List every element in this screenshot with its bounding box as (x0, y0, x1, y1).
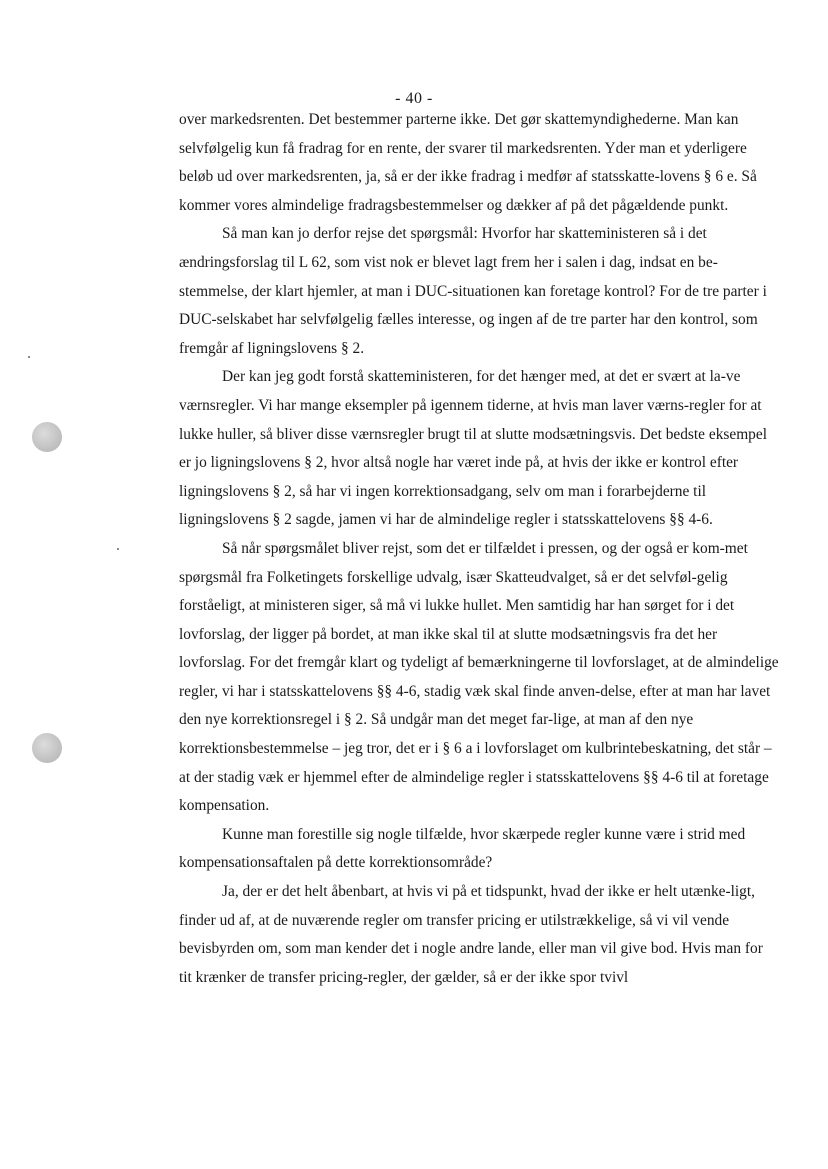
paragraph-2: Så man kan jo derfor rejse det spørgsmål: Hvorfor har skatteministeren så i det ændringsforslag til L 62, som vist nok er blevet lagt frem her i salen i dag, indsat en be-stemmelse, der klart hjemler, at man i DUC-situationen kan foretage kontrol? For de tre parter i DUC-selskabet har selvfølgelig fælles interesse, og ingen af de tre parter har den kontrol, som fremgår af ligningslovens § 2. (179, 225, 767, 357)
paragraph-4: Så når spørgsmålet bliver rejst, som det er tilfældet i pressen, og der også er kom-met spørgsmål fra Folketingets forskellige udvalg, især Skatteudvalget, så er det selvføl-gelig forståeligt, at ministeren siger, så må vi lukke hullet. Men samtidig har han sørget for i det lovforslag, der ligger på bordet, at man ikke skal til at slutte modsætningsvis fra det her lovforslag. For det fremgår klart og tydeligt af bemærkningerne til lovforslaget, at de almindelige regler, vi har i statsskattelovens §§ 4-6, stadig væk skal finde anven-delse, efter at man har lavet den nye korrektionsregel i § 2. Så undgår man det meget far-lige, at man af den nye korrektionsbestemmelse – jeg tror, det er i § 6 a i lovforslaget om kulbrintebeskatning, det står – at der stadig væk er hjemmel efter de almindelige regler i statsskattelovens §§ 4-6 til at foretage kompensation. (179, 539, 779, 815)
scan-speck (117, 548, 119, 550)
punch-hole-bottom (32, 733, 62, 763)
body-text (179, 106, 779, 992)
paragraph-1: over markedsrenten. Det bestemmer parterne ikke. Det gør skattemyndighederne. Man kan selvfølgelig kun få fradrag for en rente, der svarer til markedsrenten. Yder man et yderligere beløb ud over markedsrenten, ja, så er der ikke fradrag i medfør af statsskatte-lovens § 6 e. Så kommer vores almindelige fradragsbestemmelser og dækker af på det pågældende punkt. (179, 111, 757, 214)
punch-hole-top (32, 422, 62, 452)
paragraph-6: Ja, der er det helt åbenbart, at hvis vi på et tidspunkt, hvad der ikke er helt utænke-ligt, finder ud af, at de nuværende regler om transfer pricing er utilstrækkelige, så vi vil vende bevisbyrden om, som man kender det i nogle andre lande, eller man vil give bod. Hvis man for tit krænker de transfer pricing-regler, der gælder, så er der ikke spor tvivl (179, 883, 763, 986)
page-number: - 40 - (395, 90, 433, 107)
paragraph-5: Kunne man forestille sig nogle tilfælde, hvor skærpede regler kunne være i strid med kompensationsaftalen på dette korrektionsområde? (179, 825, 746, 872)
paragraph-3: Der kan jeg godt forstå skatteministeren, for det hænger med, at det er svært at la-ve værnsregler. Vi har mange eksempler på igennem tiderne, at hvis man laver værns-regler for at lukke huller, så bliver disse værnsregler brugt til at slutte modsætningsvis. Det bedste eksempel er jo ligningslovens § 2, hvor altså nogle har været inde på, at hvis der ikke er kontrol efter ligningslovens § 2, så har vi ingen korrektionsadgang, selv om man i forarbejderne til ligningslovens § 2 sagde, jamen vi har de almindelige regler i statsskattelovens §§ 4-6. (179, 368, 767, 529)
scan-speck (28, 356, 30, 358)
